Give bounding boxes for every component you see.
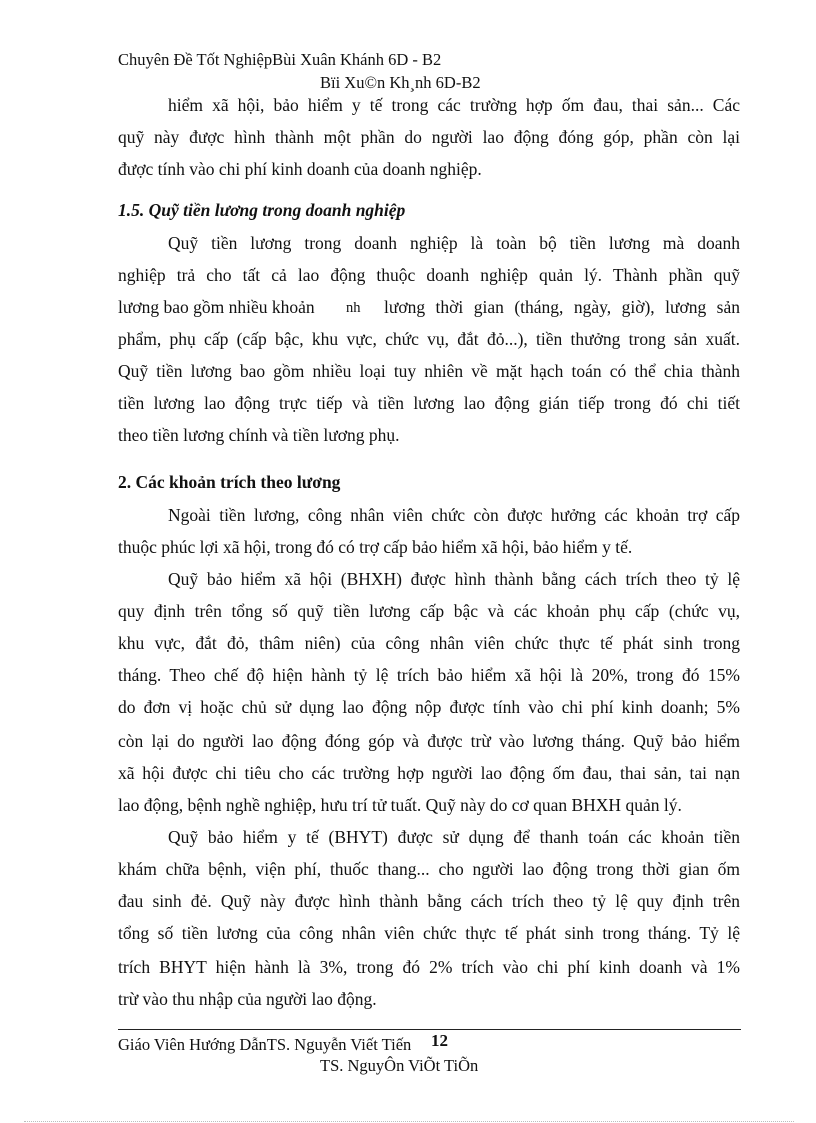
paragraph-line: Quỹ tiền lương bao gồm nhiều loại tuy nhiên về mặt hạch toán có thể chia thành (118, 361, 740, 381)
section-heading-2: 2. Các khoản trích theo lương (118, 472, 341, 492)
paragraph-line: thuộc phúc lợi xã hội, trong đó có trợ cấp bảo hiểm xã hội, bảo hiểm y tế. (118, 537, 633, 557)
paragraph-line: trích BHYT hiện hành là 3%, trong đó 2% trích vào chi phí kinh doanh và 1% (118, 957, 740, 977)
paragraph-line: đau sinh đẻ. Quỹ này được hình thành bằng cách trích theo tỷ lệ quy định trên (118, 891, 740, 911)
paragraph-line: theo tiền lương chính và tiền lương phụ. (118, 425, 400, 445)
footer-line-2: TS. NguyÔn ViÕt TiÕn (320, 1056, 479, 1075)
paragraph-line: lao động, bệnh nghề nghiệp, hưu trí tử tuất. Quỹ này do cơ quan BHXH quản lý. (118, 795, 682, 815)
paragraph-line: phẩm, phụ cấp (cấp bậc, khu vực, chức vụ, đắt đỏ...), tiền thưởng trong sản xuất. (118, 329, 740, 349)
paragraph-line: nghiệp trả cho tất cả lao động thuộc doanh nghiệp quản lý. Thành phần quỹ (118, 265, 740, 285)
paragraph-line: Quỹ tiền lương trong doanh nghiệp là toàn bộ tiền lương mà doanh (168, 233, 740, 253)
page-header-line-2: Bïi Xu©n Kh¸nh 6D-B2 (320, 73, 481, 92)
paragraph-line: do đơn vị hoặc chủ sử dụng lao động nộp được tính vào chi phí kinh doanh; 5% (118, 697, 740, 717)
page-edge-divider (24, 1121, 794, 1122)
paragraph-line: Ngoài tiền lương, công nhân viên chức còn được hưởng các khoản trợ cấp (168, 505, 740, 525)
paragraph-line: tổng số tiền lương của công nhân viên chức thực tế phát sinh trong tháng. Tỷ lệ (118, 923, 740, 943)
paragraph-line: xã hội được chi tiêu cho các trường hợp người lao động ốm đau, thai sản, tai nạn (118, 763, 740, 783)
paragraph-line: hiểm xã hội, bảo hiểm y tế trong các trường hợp ốm đau, thai sản... Các (168, 95, 740, 115)
subscript-fragment: nh (346, 300, 361, 316)
paragraph-line: tháng. Theo chế độ hiện hành tỷ lệ trích bảo hiểm xã hội là 20%, trong đó 15% (118, 665, 740, 685)
paragraph-line: quỹ này được hình thành một phần do người lao động đóng góp, phần còn lại (118, 127, 740, 147)
paragraph-line: được tính vào chi phí kinh doanh của doanh nghiệp. (118, 159, 482, 179)
paragraph-line-part: lương bao gồm nhiều khoản (118, 297, 315, 317)
paragraph-line: Quỹ bảo hiểm y tế (BHYT) được sử dụng để thanh toán các khoản tiền (168, 827, 740, 847)
footer-rule (118, 1029, 741, 1030)
paragraph-line-part: lương thời gian (tháng, ngày, giờ), lương sản (384, 297, 740, 317)
page-header-line-1: Chuyên Đề Tốt NghiệpBùi Xuân Khánh 6D - B2 (118, 50, 442, 69)
section-heading-1-5: 1.5. Quỹ tiền lương trong doanh nghiệp (118, 200, 406, 220)
page-number: 12 (431, 1031, 448, 1050)
paragraph-line: khám chữa bệnh, viện phí, thuốc thang... cho người lao động trong thời gian ốm (118, 859, 740, 879)
paragraph-line: Quỹ bảo hiểm xã hội (BHXH) được hình thành bằng cách trích theo tỷ lệ (168, 569, 740, 589)
footer-line-1: Giáo Viên Hướng DẫnTS. Nguyễn Viết Tiến (118, 1035, 412, 1054)
paragraph-line: tiền lương lao động trực tiếp và tiền lương lao động gián tiếp trong đó chi tiết (118, 393, 740, 413)
paragraph-line: khu vực, đắt đỏ, thâm niên) của công nhân viên chức thực tế phát sinh trong (118, 633, 740, 653)
paragraph-line: còn lại do người lao động đóng góp và được trừ vào lương tháng. Quỹ bảo hiểm (118, 731, 740, 751)
paragraph-line: trừ vào thu nhập của người lao động. (118, 989, 377, 1009)
paragraph-line: quy định trên tổng số quỹ tiền lương cấp bậc và các khoản phụ cấp (chức vụ, (118, 601, 740, 621)
